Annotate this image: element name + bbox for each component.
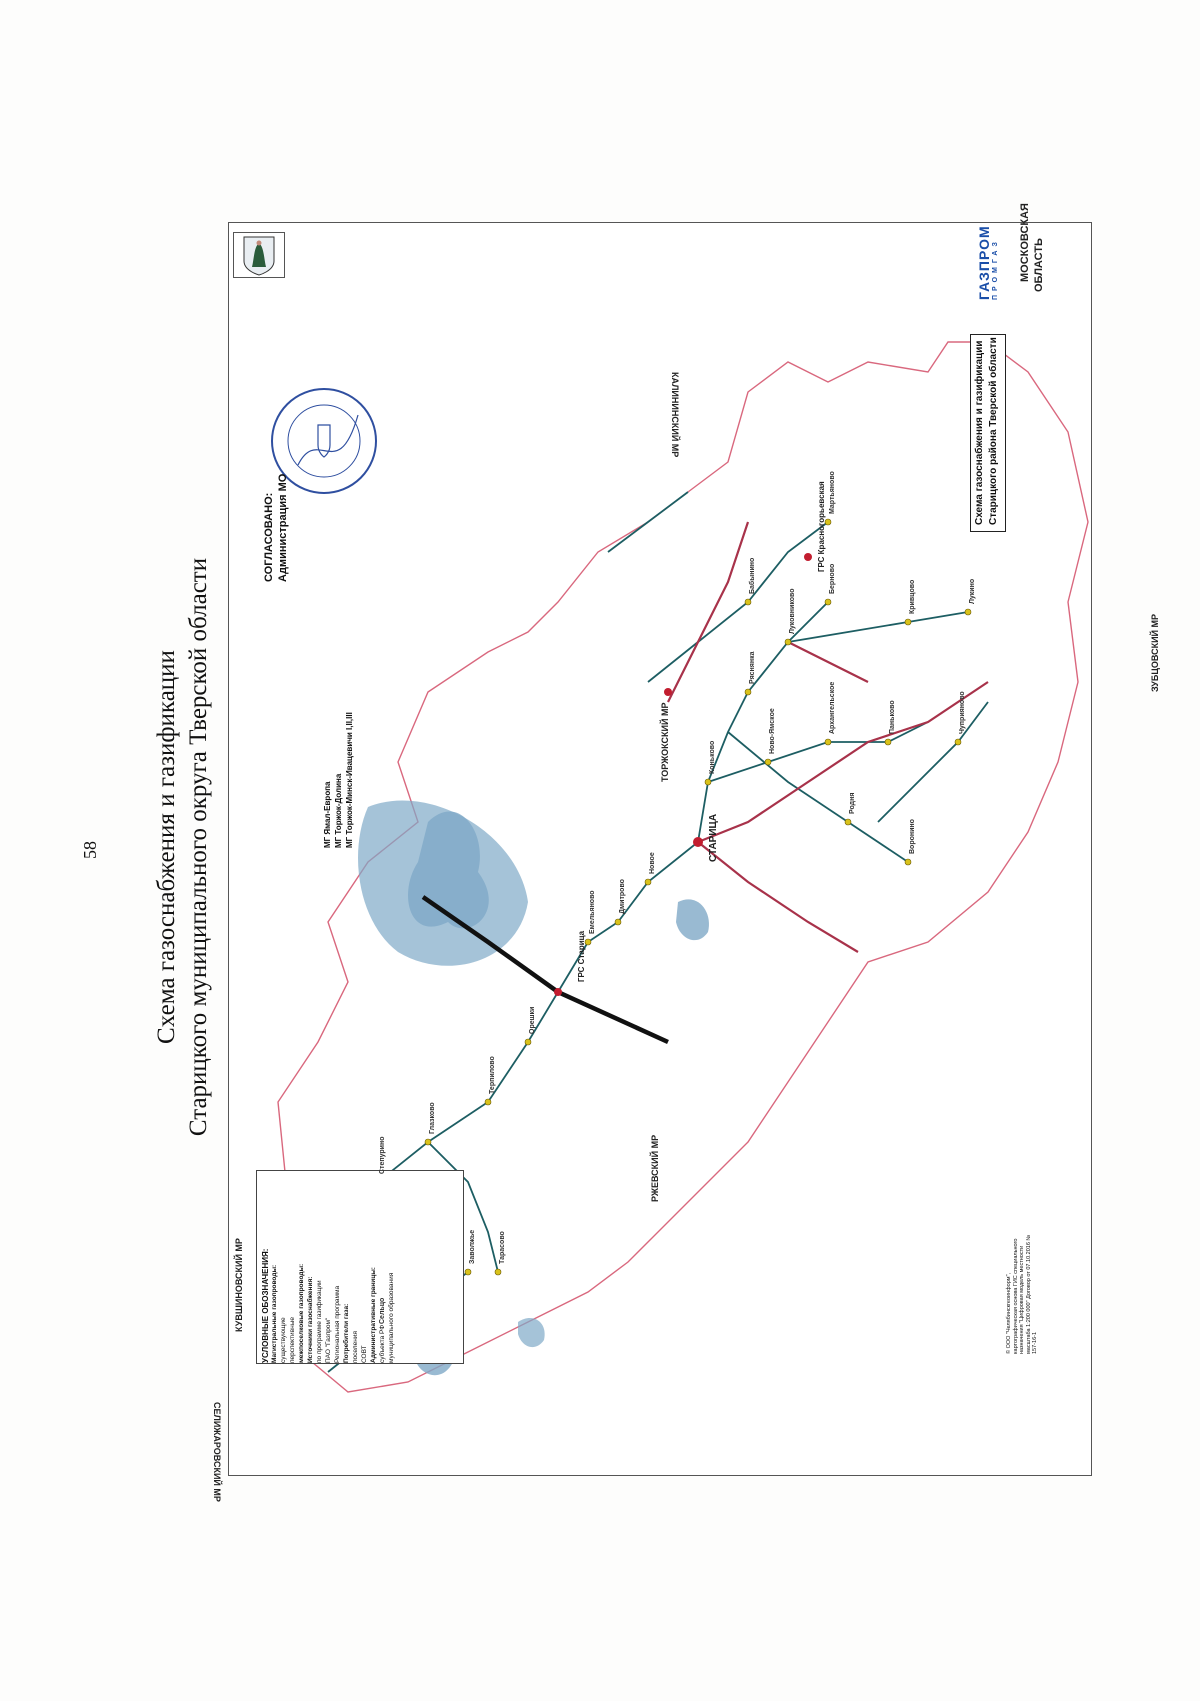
settlement-label: Мартьяново xyxy=(829,471,836,514)
legend-sovt: СОВТ xyxy=(361,1345,368,1363)
logo-name: ГАЗПРОМ xyxy=(976,225,992,300)
label-moscow-1: МОСКОВСКАЯ xyxy=(1019,203,1031,282)
settlement-label: Родня xyxy=(849,792,856,814)
settlement-label: Орешки xyxy=(529,1006,536,1034)
settlement-label: Заволжье xyxy=(469,1229,476,1264)
legend-heading: УСЛОВНЫЕ ОБОЗНАЧЕНИЯ: xyxy=(261,1248,270,1363)
legend-borders: Административные границы: xyxy=(370,1267,377,1363)
settlement-label: Емельяново xyxy=(589,890,596,934)
settlement-label: Коньково xyxy=(709,740,716,774)
settlement-labels xyxy=(228,222,1090,1474)
agreement-heading: СОГЛАСОВАНО: xyxy=(263,492,275,582)
label-kalinin-mr: КАЛИНИНСКИЙ МР xyxy=(670,372,680,458)
label-torzhok-mr: ТОРЖОКСКИЙ МР xyxy=(660,702,670,782)
legend-proposed: перспективные xyxy=(289,1317,296,1363)
legend-settlement: поселения xyxy=(352,1331,359,1363)
source-footnote: © ООО "Челябинскгеоинформ", картографическая основа ГИС специального назначения "Цифровая модель местности масштаба 1:200 000" Договор от 07.10.2016 № 157-16-1 xyxy=(1006,1234,1038,1354)
label-krasnogorodskoe-grs: ГРС Красногорьевская xyxy=(817,481,826,572)
settlement-label: Терпилово xyxy=(489,1056,496,1094)
pipeline-item: МГ Торжок-Долина xyxy=(334,773,343,848)
settlement-label: Тарасово xyxy=(499,1231,506,1264)
pipeline-item: МГ Ямал-Европа xyxy=(323,781,332,848)
settlement-label: Бабынино xyxy=(749,557,756,594)
settlement-label: Воронино xyxy=(909,819,916,854)
legend-sources: Источники газоснабжения: xyxy=(307,1276,314,1363)
settlement-label: Сельцо xyxy=(379,1297,386,1324)
settlement-label: Берновo xyxy=(829,563,836,594)
settlement-label: Чуприяново xyxy=(959,691,966,734)
settlement-label: Кривцово xyxy=(909,579,916,614)
settlement-label: Новое xyxy=(649,852,656,874)
logo-sub: ПРОМГАЗ xyxy=(992,238,999,300)
title-line-1: Схема газоснабжения и газификации xyxy=(153,650,180,1044)
legend-inter-pipes: межпоселковые газопроводы: xyxy=(298,1263,305,1363)
settlement-label: Ново-Ямское xyxy=(769,708,776,754)
settlement-label: Лукино xyxy=(969,578,976,604)
pipeline-item: МГ Торжок-Минск-Ивацевичи I,II,III xyxy=(345,712,354,848)
page-number: 58 xyxy=(80,841,100,859)
ribbon-line-1: Схема газоснабжения и газификации xyxy=(974,340,985,525)
settlement-label: Паньково xyxy=(889,700,896,734)
agreement-signatory: Администрация МО xyxy=(277,473,289,582)
label-zubtsov-mr: ЗУБЦОВСКИЙ МР xyxy=(1150,613,1160,692)
legend-existing: существующие xyxy=(280,1317,287,1363)
label-selizharovo-mr: СЕЛИЖАРОВСКИЙ МР xyxy=(212,1402,222,1502)
label-rzhev-mr: РЖЕВСКИЙ МР xyxy=(650,1134,660,1202)
settlement-label: Глазково xyxy=(429,1102,436,1134)
settlement-label: Архангельское xyxy=(829,681,836,734)
legend-regional: Региональная программа xyxy=(334,1285,341,1363)
legend-consumers: Потребители газа: xyxy=(343,1303,350,1363)
settlement-label: Луковниково xyxy=(789,588,796,634)
settlement-label: Дмитрово xyxy=(619,879,626,914)
label-kuvshinovo-mr: КУВШИНОВСКИЙ МР xyxy=(234,1238,244,1332)
ribbon-line-2: Старицкого района Тверской области xyxy=(988,337,999,525)
legend-municipal: муниципального образования xyxy=(388,1272,395,1363)
label-staritsa-grs: ГРС Старица xyxy=(577,930,586,982)
settlement-label: Ряснянка xyxy=(749,651,756,684)
legend-main-pipes: Магистральные газопроводы: xyxy=(271,1264,278,1363)
legend-pao: ПАО "Газпром" xyxy=(325,1317,332,1363)
legend-program: по программе газификации xyxy=(316,1280,323,1363)
settlement-label: Степурино xyxy=(379,1136,386,1174)
label-moscow-2: ОБЛАСТЬ xyxy=(1033,238,1045,292)
title-line-2: Старицкого муниципального округа Тверской области xyxy=(185,557,212,1137)
legend-subject: субъекта РФ xyxy=(379,1324,386,1363)
label-staritsa: СТАРИЦА xyxy=(708,813,719,862)
